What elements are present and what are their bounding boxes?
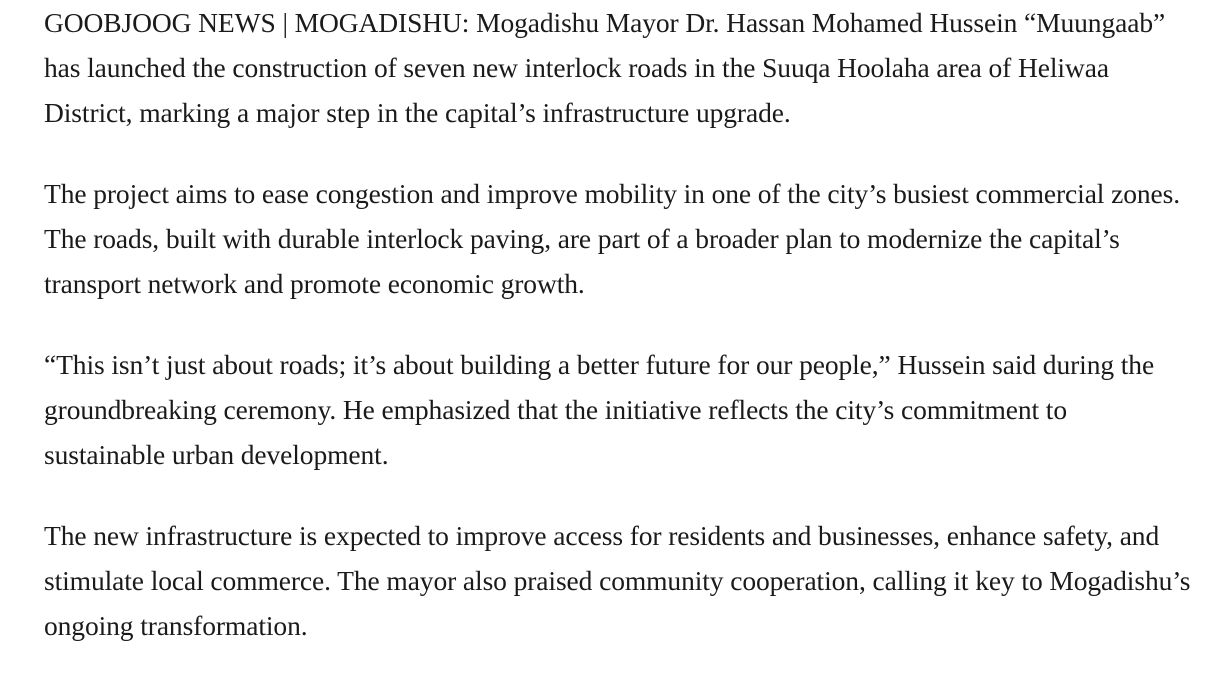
article-paragraph-2: The project aims to ease congestion and improve mobility in one of the city’s busiest commercial zones. The roads, built with durable interlock paving, are part of a broader plan to modernize the capital’s transport network and promote economic growth.	[44, 178, 1180, 299]
article-paragraph-3: “This isn’t just about roads; it’s about building a better future for our people,” Hussein said during the groundbreaking ceremony. He emphasized that the initiative reflects the city’s commitment to sustainable urban development.	[44, 349, 1155, 470]
article-paragraph-4: The new infrastructure is expected to improve access for residents and businesses, enhance safety, and stimulate local commerce. The mayor also praised community cooperation, calling it key to Mogadishu’s ongoing transformation.	[44, 520, 1191, 641]
article-body	[44, 0, 1194, 684]
article-paragraph-1: GOOBJOOG NEWS | MOGADISHU: Mogadishu Mayor Dr. Hassan Mohamed Hussein “Muungaab” has launched the construction of seven new interlock roads in the Suuqa Hoolaha area of Heliwaa District, marking a major step in the capital’s infrastructure upgrade.	[44, 7, 1166, 128]
